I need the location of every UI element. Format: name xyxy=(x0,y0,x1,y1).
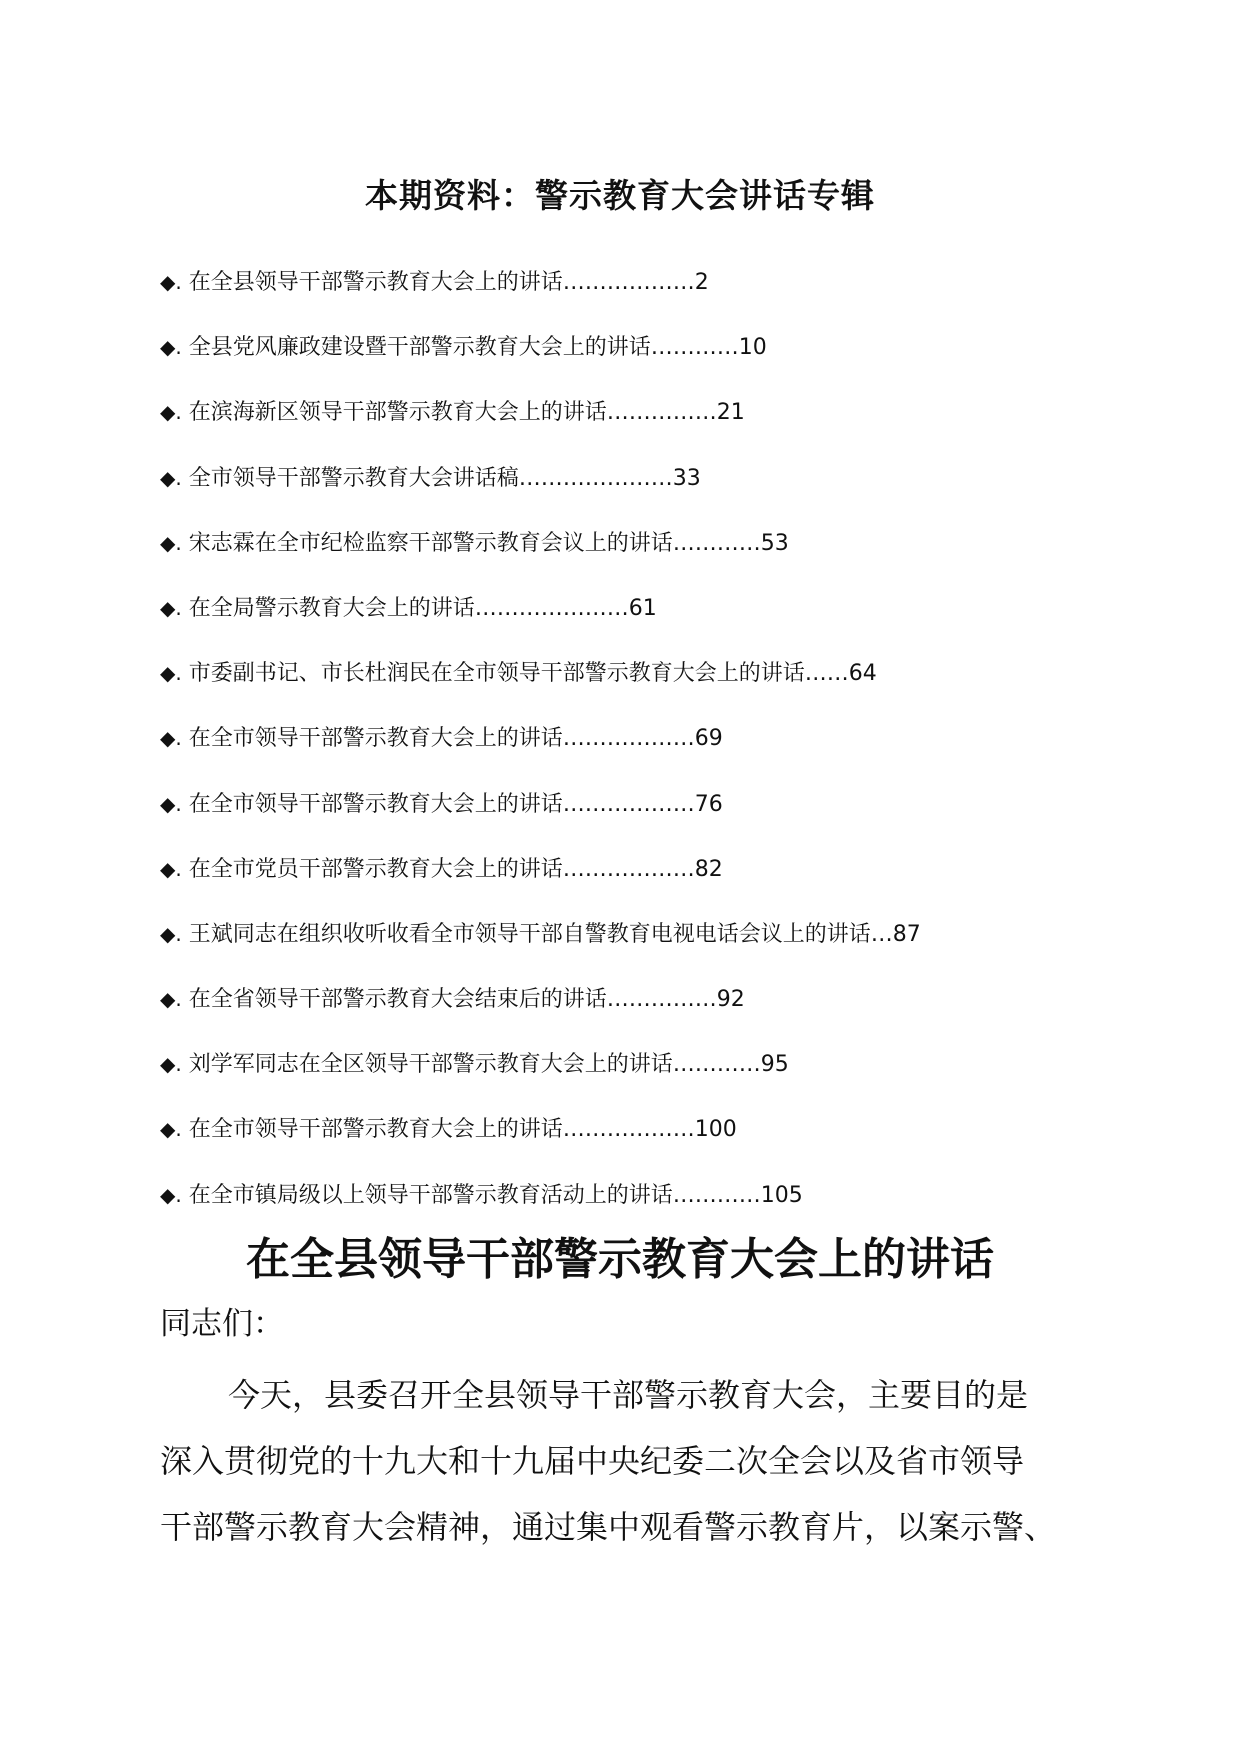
article-body xyxy=(160,1362,1100,1560)
toc-item[interactable] xyxy=(160,327,1120,392)
diamond-bullet-icon: ◆. xyxy=(160,595,182,620)
toc-item[interactable] xyxy=(160,458,1120,523)
diamond-bullet-icon: ◆. xyxy=(160,1182,182,1207)
toc-item[interactable] xyxy=(160,849,1120,914)
diamond-bullet-icon: ◆. xyxy=(160,335,182,360)
toc-item-text: 市委副书记、市长杜润民在全市领导干部警示教育大会上的讲话……64 xyxy=(188,661,877,687)
table-of-contents xyxy=(160,262,1120,1240)
diamond-bullet-icon: ◆. xyxy=(160,726,182,751)
toc-item-text: 全市领导干部警示教育大会讲话稿…………………33 xyxy=(188,465,701,491)
toc-item[interactable] xyxy=(160,262,1120,327)
diamond-bullet-icon: ◆. xyxy=(160,270,182,294)
toc-title: 本期资料：警示教育大会讲话专辑 xyxy=(365,176,875,215)
toc-item-text: 在全市领导干部警示教育大会上的讲话………………69 xyxy=(188,726,723,752)
toc-item[interactable] xyxy=(160,392,1120,457)
body-line: 干部警示教育大会精神，通过集中观看警示教育片，以案示警、 xyxy=(160,1508,1057,1546)
toc-item-text: 在全市领导干部警示教育大会上的讲话………………100 xyxy=(188,1117,737,1143)
salutation: 同志们： xyxy=(160,1306,284,1342)
diamond-bullet-icon: ◆. xyxy=(160,921,182,946)
toc-item-text: 在全市镇局级以上领导干部警示教育活动上的讲话…………105 xyxy=(188,1182,803,1208)
toc-item-text: 宋志霖在全市纪检监察干部警示教育会议上的讲话…………53 xyxy=(188,530,789,556)
diamond-bullet-icon: ◆. xyxy=(160,1117,182,1142)
body-line: 深入贯彻党的十九大和十九届中央纪委二次全会以及省市领导 xyxy=(160,1442,1025,1480)
diamond-bullet-icon: ◆. xyxy=(160,987,182,1012)
toc-item[interactable] xyxy=(160,588,1120,653)
diamond-bullet-icon: ◆. xyxy=(160,1052,182,1077)
toc-item[interactable] xyxy=(160,653,1120,718)
diamond-bullet-icon: ◆. xyxy=(160,791,182,816)
toc-item[interactable] xyxy=(160,1109,1120,1174)
article-title: 在全县领导干部警示教育大会上的讲话 xyxy=(246,1234,994,1285)
toc-item-text: 全县党风廉政建设暨干部警示教育大会上的讲话…………10 xyxy=(188,335,767,361)
toc-item[interactable] xyxy=(160,718,1120,783)
toc-item-text: 在全局警示教育大会上的讲话…………………61 xyxy=(188,595,657,621)
toc-item-text: 在全市领导干部警示教育大会上的讲话………………76 xyxy=(188,791,723,817)
toc-item-text: 在全市党员干部警示教育大会上的讲话………………82 xyxy=(188,856,723,882)
body-line: 今天，县委召开全县领导干部警示教育大会，主要目的是 xyxy=(228,1376,1029,1414)
diamond-bullet-icon: ◆. xyxy=(160,530,182,555)
diamond-bullet-icon: ◆. xyxy=(160,465,182,490)
toc-item[interactable] xyxy=(160,523,1120,588)
toc-item[interactable] xyxy=(160,784,1120,849)
diamond-bullet-icon: ◆. xyxy=(160,661,182,686)
toc-item[interactable] xyxy=(160,914,1120,979)
diamond-bullet-icon: ◆. xyxy=(160,856,182,881)
toc-item-text: 在全省领导干部警示教育大会结束后的讲话……………92 xyxy=(188,987,745,1013)
toc-item-text: 王斌同志在组织收听收看全市领导干部自警教育电视电话会议上的讲话…87 xyxy=(188,921,921,947)
toc-item[interactable] xyxy=(160,1044,1120,1109)
toc-item[interactable] xyxy=(160,979,1120,1044)
toc-item-text: 在滨海新区领导干部警示教育大会上的讲话……………21 xyxy=(188,400,745,426)
diamond-bullet-icon: ◆. xyxy=(160,400,182,425)
toc-item-text: 在全县领导干部警示教育大会上的讲话………………2 xyxy=(188,270,709,295)
toc-item-text: 刘学军同志在全区领导干部警示教育大会上的讲话…………95 xyxy=(188,1052,789,1078)
